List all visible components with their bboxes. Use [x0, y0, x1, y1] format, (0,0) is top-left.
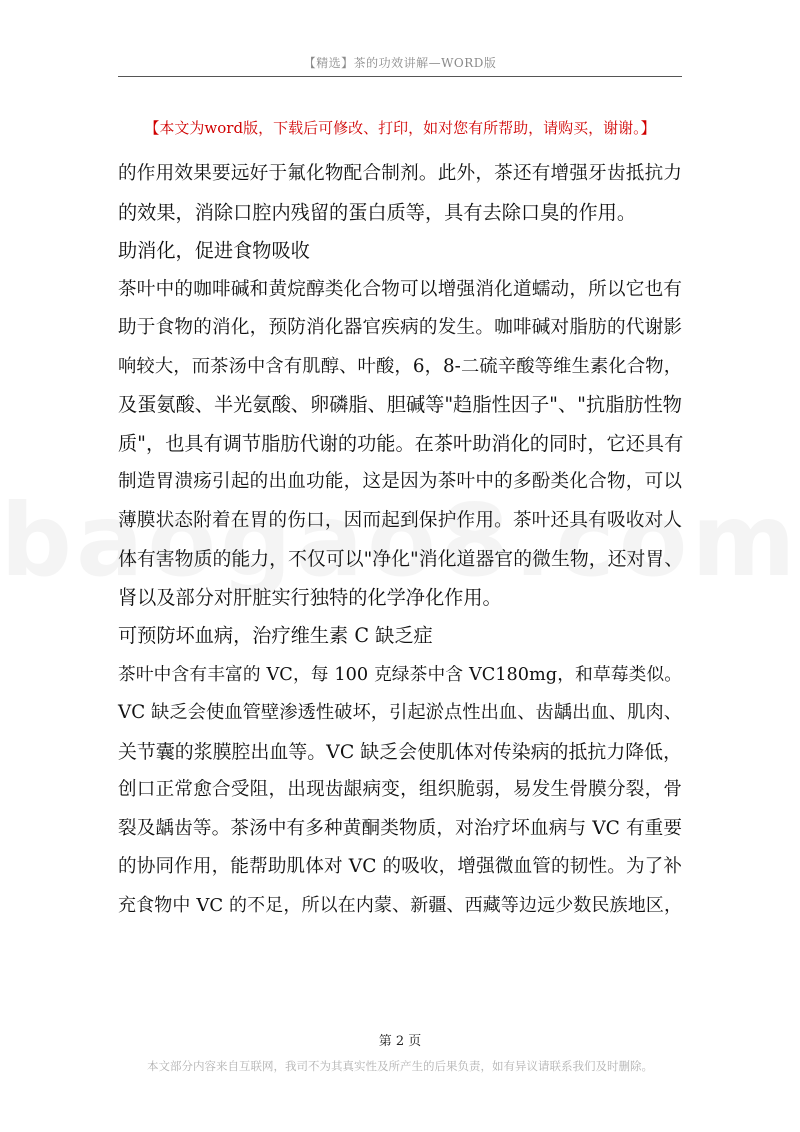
- paragraph-line: 薄膜状态附着在胃的伤口，因而起到保护作用。茶叶还具有吸收对人: [118, 509, 682, 531]
- body-text: [118, 155, 682, 925]
- paragraph-line: 充食物中 VC 的不足，所以在内蒙、新疆、西藏等边远少数民族地区，: [118, 894, 682, 916]
- section-heading: 可预防坏血病，治疗维生素 C 缺乏症: [118, 624, 433, 647]
- paragraph-line: 裂及龋齿等。茶汤中有多种黄酮类物质，对治疗坏血病与 VC 有重要: [118, 817, 682, 839]
- paragraph-line: 制造胃溃疡引起的出血功能，这是因为茶叶中的多酚类化合物，可以: [118, 471, 682, 492]
- paragraph-line: 关节囊的浆膜腔出血等。VC 缺乏会使肌体对传染病的抵抗力降低，: [118, 740, 682, 763]
- paragraph-line: 的作用效果要远好于氟化物配合制剂。此外，茶还有增强牙齿抵抗力: [118, 163, 682, 184]
- paragraph-line: 及蛋氨酸、半光氨酸、卵磷脂、胆碱等"趋脂性因子"、"抗脂肪性物: [118, 393, 682, 416]
- header-divider: [118, 76, 682, 77]
- paragraph-line: 茶叶中的咖啡碱和黄烷醇类化合物可以增强消化道蠕动，所以它也有: [118, 278, 682, 300]
- paragraph-line: VC 缺乏会使血管壁渗透性破坏，引起淤点性出血、齿龋出血、肌肉、: [118, 702, 682, 723]
- paragraph-line: 体有害物质的能力，不仅可以"净化"消化道器官的微生物，还对胃、: [118, 548, 684, 570]
- paragraph-line: 的效果，消除口腔内残留的蛋白质等，具有去除口臭的作用。: [118, 200, 637, 224]
- section-heading: 助消化，促进食物吸收: [118, 239, 310, 262]
- paragraph-line: 创口正常愈合受阻，出现齿龈病变，组织脆弱，易发生骨膜分裂，骨: [118, 779, 682, 800]
- page-header: 【精选】茶的功效讲解—WORD版: [303, 56, 497, 70]
- page-footer-disclaimer: 本文部分内容来自互联网，我司不为其真实性及所产生的后果负责，如有异议请联系我们及时删除。: [147, 1059, 653, 1073]
- download-notice: 【本文为word版，下载后可修改、打印，如对您有所帮助，请购买，谢谢。】: [144, 119, 656, 137]
- page-number: 第 2 页: [378, 1034, 422, 1049]
- paragraph-line: 响较大，而茶汤中含有肌醇、叶酸，6，8-二硫辛酸等维生素化合物，: [118, 355, 682, 377]
- paragraph-line: 质"，也具有调节脂肪代谢的功能。在茶叶助消化的同时，它还具有: [118, 431, 684, 455]
- paragraph-line: 的协同作用，能帮助肌体对 VC 的吸收，增强微血管的韧性。为了补: [118, 856, 682, 877]
- paragraph-line: 助于食物的消化，预防消化器官疾病的发生。咖啡碱对脂肪的代谢影: [118, 317, 682, 338]
- paragraph-line: 肾以及部分对肝脏实行独特的化学净化作用。: [118, 585, 502, 609]
- paragraph-line: 茶叶中含有丰富的 VC，每 100 克绿茶中含 VC180mg，和草莓类似。: [118, 664, 682, 685]
